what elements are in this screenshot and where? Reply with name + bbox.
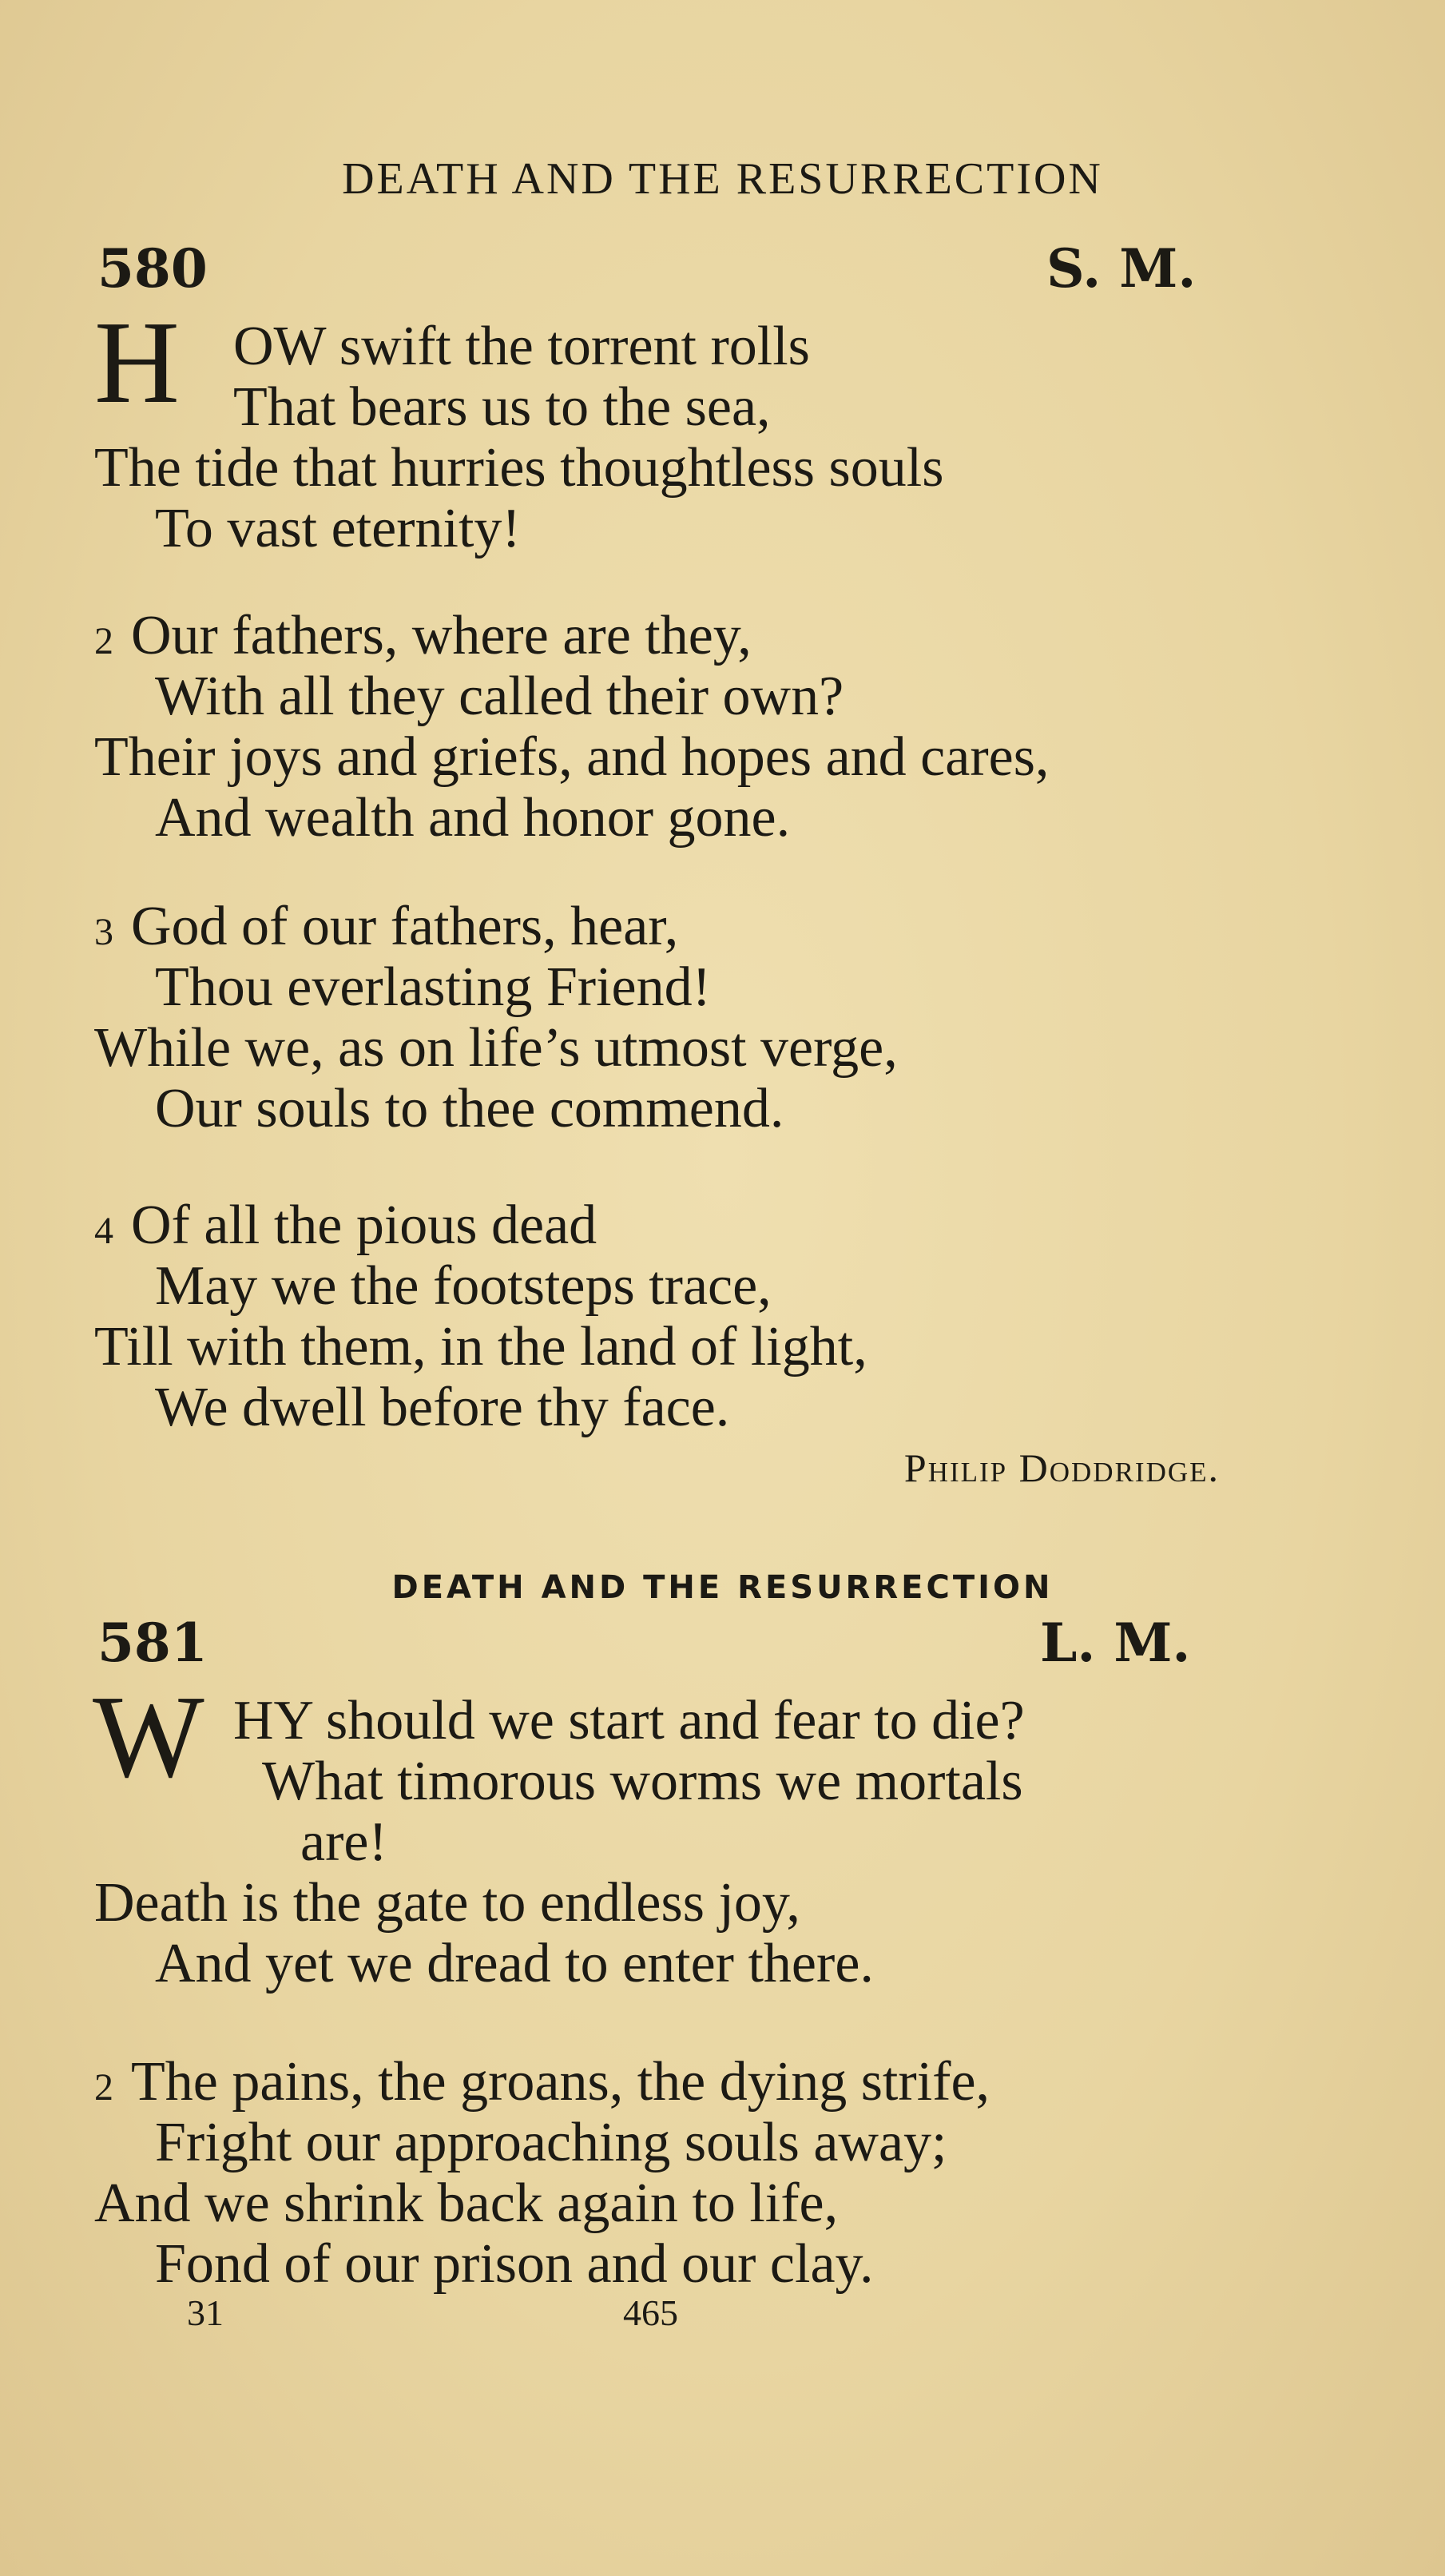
hymn-line: 3 God of our fathers, hear, — [94, 896, 679, 957]
stanza-number: 3 — [94, 911, 113, 953]
hymn-line: And wealth and honor gone. — [155, 787, 791, 849]
hymn-line: The tide that hurries thoughtless souls — [94, 437, 944, 499]
hymn-number: 581 — [97, 1612, 208, 1674]
hymn-line: Fright our approaching souls away; — [155, 2112, 947, 2173]
hymn-line: Till with them, in the land of light, — [94, 1316, 867, 1377]
hymn-line: May we the footsteps trace, — [155, 1255, 772, 1317]
hymn-line: Fond of our prison and our clay. — [155, 2233, 874, 2295]
hymn-author: Philip Doddridge. — [903, 1445, 1220, 1490]
hymn-line: And yet we dread to enter there. — [155, 1933, 874, 1994]
hymn-line: And we shrink back again to life, — [94, 2173, 839, 2234]
hymn-line: What timorous worms we mortals — [262, 1751, 1023, 1812]
hymn-line: 4 Of all the pious dead — [94, 1195, 597, 1256]
signature-mark: 31 — [187, 2292, 224, 2333]
hymn-line: While we, as on life’s utmost verge, — [94, 1017, 898, 1079]
hymn-line: That bears us to the sea, — [233, 376, 771, 438]
hymn-line: HY should we start and fear to die? — [233, 1690, 1025, 1751]
drop-cap: W — [93, 1672, 204, 1803]
hymn-line: We dwell before thy face. — [155, 1377, 730, 1438]
hymn-meter: S. M. — [1046, 237, 1197, 300]
hymn-line: Our souls to thee commend. — [155, 1078, 784, 1139]
stanza-number: 2 — [94, 2066, 113, 2109]
hymn-line: To vast eternity! — [155, 498, 521, 559]
hymn-line: Thou everlasting Friend! — [155, 956, 711, 1018]
hymn-line: are! — [300, 1811, 387, 1873]
page-number: 465 — [623, 2292, 678, 2333]
stanza-number: 2 — [94, 620, 113, 662]
hymn-number: 580 — [97, 237, 208, 300]
section-subhead: DEATH AND THE RESURRECTION — [391, 1569, 1054, 1606]
drop-cap: H — [94, 297, 180, 428]
running-head: DEATH AND THE RESURRECTION — [342, 154, 1103, 204]
hymn-line: 2 Our fathers, where are they, — [94, 605, 752, 666]
hymn-line: Death is the gate to endless joy, — [94, 1872, 800, 1934]
hymn-line: 2 The pains, the groans, the dying strife, — [94, 2051, 990, 2113]
hymn-line: Their joys and griefs, and hopes and cares, — [94, 726, 1050, 788]
stanza-number: 4 — [94, 1210, 113, 1252]
hymn-meter: L. M. — [1040, 1612, 1191, 1674]
hymn-line: With all they called their own? — [155, 666, 844, 727]
hymn-line: OW swift the torrent rolls — [233, 316, 810, 377]
